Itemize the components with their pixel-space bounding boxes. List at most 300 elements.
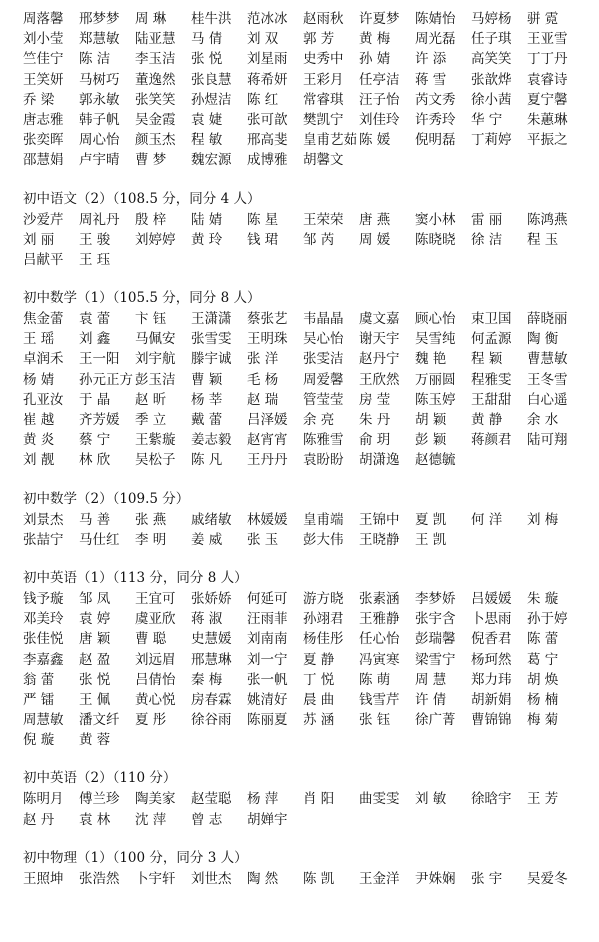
student-name: 史慧媛 [191, 631, 232, 648]
student-name: 王 佩 [79, 691, 111, 708]
student-name: 翁 蕾 [23, 671, 55, 688]
student-name: 钱予璇 [23, 590, 64, 607]
student-name: 黄 蓉 [79, 732, 111, 749]
student-name: 杨珂然 [471, 651, 512, 668]
student-name: 束卫国 [471, 311, 512, 328]
student-name: 郭永敏 [79, 91, 120, 108]
student-name: 倪明磊 [415, 132, 456, 149]
name-grid [23, 210, 583, 271]
student-name: 彭瑞馨 [415, 631, 456, 648]
name-grid [23, 789, 583, 829]
student-name: 曾 志 [191, 811, 223, 828]
section-heading: 初中英语（1）（113 分，同分 8 人） [23, 569, 248, 586]
student-name: 桂牛洪 [191, 11, 232, 27]
student-name: 杨佳彤 [303, 631, 344, 648]
student-name: 曹 聪 [135, 631, 167, 648]
student-name: 陆亚慧 [135, 31, 176, 48]
student-name: 钱 珺 [247, 231, 279, 248]
student-name: 陈雅雪 [303, 432, 344, 449]
student-name: 刘 敏 [415, 791, 447, 808]
student-name: 姜 威 [191, 531, 223, 548]
student-name: 苏 涵 [303, 712, 335, 729]
score-section [23, 488, 583, 550]
student-name: 唐志雅 [23, 111, 64, 128]
section-heading: 初中物理（1）（100 分，同分 3 人） [23, 849, 248, 866]
student-name: 周慧敏 [23, 712, 64, 729]
student-name: 吴心怡 [303, 331, 344, 348]
student-name: 史秀中 [303, 51, 344, 68]
student-name: 晨 曲 [303, 691, 335, 708]
student-name: 尹姝娴 [415, 870, 456, 887]
student-name: 张雪雯 [191, 331, 232, 348]
student-name: 刘佳玲 [359, 111, 400, 128]
student-name: 殷 梓 [135, 211, 167, 228]
score-section [23, 567, 583, 751]
student-name: 马 倩 [191, 31, 223, 48]
student-name: 何延可 [247, 590, 288, 607]
student-name: 曹慧敏 [527, 351, 568, 368]
student-name: 王晓静 [359, 531, 400, 548]
student-name: 毛 杨 [247, 371, 279, 388]
student-name: 卜宇轩 [135, 870, 176, 887]
student-name: 程雅雯 [471, 371, 512, 388]
student-name: 于 晶 [79, 391, 111, 408]
section-heading: 初中数学（1）（105.5 分，同分 8 人） [23, 290, 261, 307]
student-name: 任心怡 [359, 631, 400, 648]
student-name: 刘婷婷 [135, 231, 176, 248]
student-name: 黄 梅 [359, 31, 391, 48]
student-name: 李嘉鑫 [23, 651, 64, 668]
student-name: 李梦娇 [415, 590, 456, 607]
student-name: 卓润禾 [23, 351, 64, 368]
student-name: 刘远眉 [135, 651, 176, 668]
student-name: 孙翊君 [303, 611, 344, 628]
student-name: 倪香君 [471, 631, 512, 648]
student-name: 芮文秀 [415, 91, 456, 108]
student-name: 蒋 淑 [191, 611, 223, 628]
student-name: 袁 婕 [191, 111, 223, 128]
student-name: 王明珠 [247, 331, 288, 348]
student-name: 刘宇航 [135, 351, 176, 368]
student-name: 王荣荣 [303, 211, 344, 228]
student-name: 谢天宇 [359, 331, 400, 348]
student-name: 雷 丽 [471, 211, 503, 228]
student-name: 梅 菊 [527, 712, 559, 729]
student-name: 卜思雨 [471, 611, 512, 628]
student-name: 潘文纤 [79, 712, 120, 729]
student-name: 杨 萍 [247, 791, 279, 808]
student-name: 周 媛 [359, 231, 391, 248]
student-name: 陆 婧 [191, 211, 223, 228]
student-name: 蒋 雪 [415, 71, 447, 88]
student-name: 张歆烨 [471, 71, 512, 88]
student-name: 彭 颖 [415, 432, 447, 449]
name-grid [23, 589, 583, 751]
student-name: 万丽圆 [415, 371, 456, 388]
name-grid [23, 869, 583, 889]
student-name: 张一帆 [247, 671, 288, 688]
student-name: 吴松子 [135, 452, 176, 469]
student-name: 王潇潇 [191, 311, 232, 328]
student-name: 曲雯雯 [359, 791, 400, 808]
student-name: 赵 瑞 [247, 391, 279, 408]
student-name: 张娇娇 [191, 590, 232, 607]
student-name: 张佳悦 [23, 631, 64, 648]
student-name: 马佩安 [135, 331, 176, 348]
student-name: 游方晓 [303, 590, 344, 607]
student-name: 陈 凡 [191, 452, 223, 469]
student-name: 陈明月 [23, 791, 64, 808]
student-name: 顾心怡 [415, 311, 456, 328]
student-name: 程 玉 [527, 231, 559, 248]
student-name: 张 玉 [247, 531, 279, 548]
student-name: 赵莹聪 [191, 791, 232, 808]
student-name: 赵雨秋 [303, 11, 344, 27]
student-name: 刘一宁 [247, 651, 288, 668]
student-name: 周 慧 [415, 671, 447, 688]
student-name: 许秀玲 [415, 111, 456, 128]
student-name: 马婷杨 [471, 11, 512, 27]
student-name: 皇甫端 [303, 511, 344, 528]
student-name: 樊凯宁 [303, 111, 344, 128]
score-section [23, 9, 583, 171]
student-name: 余 亮 [303, 412, 335, 428]
student-name: 肖 阳 [303, 791, 335, 808]
student-name: 戚绪敏 [191, 511, 232, 528]
student-name: 袁盼盼 [303, 452, 344, 469]
student-name: 王亚雪 [527, 31, 568, 48]
name-grid [23, 510, 583, 550]
student-name: 张喆宁 [23, 531, 64, 548]
student-name: 何孟源 [471, 331, 512, 348]
student-name: 周爱馨 [303, 371, 344, 388]
student-name: 崔 越 [23, 412, 55, 428]
student-name: 沈 萍 [135, 811, 167, 828]
student-name: 窦小林 [415, 211, 456, 228]
student-name: 曹锦锦 [471, 712, 512, 729]
student-name: 杨 婧 [23, 371, 55, 388]
student-name: 陈鸿燕 [527, 211, 568, 228]
student-name: 杨 莘 [191, 391, 223, 408]
student-name: 林 欣 [79, 452, 111, 469]
student-name: 刘世杰 [191, 870, 232, 887]
student-name: 梁雪宁 [415, 651, 456, 668]
student-name: 薛晓丽 [527, 311, 568, 328]
student-name: 汪雨菲 [247, 611, 288, 628]
student-name: 邹 芮 [303, 231, 335, 248]
student-name: 卞 钰 [135, 311, 167, 328]
student-name: 夏宁馨 [527, 91, 568, 108]
student-name: 孙煜洁 [191, 91, 232, 108]
student-name: 房 莹 [359, 391, 391, 408]
student-name: 戴 蕾 [191, 412, 223, 428]
student-name: 徐晗宇 [471, 791, 512, 808]
student-name: 何 洋 [471, 511, 503, 528]
student-name: 王一阳 [79, 351, 120, 368]
student-name: 吕倩怡 [135, 671, 176, 688]
student-name: 余 水 [527, 412, 559, 428]
student-name: 张 悦 [191, 51, 223, 68]
student-name: 刘星雨 [247, 51, 288, 68]
student-name: 刘南南 [247, 631, 288, 648]
student-name: 魏 艳 [415, 351, 447, 368]
student-name: 陆可翔 [527, 432, 568, 449]
student-name: 张 洋 [247, 351, 279, 368]
student-name: 孙元正方 [79, 371, 133, 388]
student-name: 许 添 [415, 51, 447, 68]
student-name: 张笑笑 [135, 91, 176, 108]
student-name: 季 立 [135, 412, 167, 428]
student-name: 董逸然 [135, 71, 176, 88]
student-name: 张 燕 [135, 511, 167, 528]
student-name: 吕献平 [23, 251, 64, 268]
student-name: 王彩月 [303, 71, 344, 88]
student-name: 彭大伟 [303, 531, 344, 548]
student-name: 袁 婷 [79, 611, 111, 628]
student-name: 张浩然 [79, 870, 120, 887]
student-name: 成博雅 [247, 152, 288, 169]
student-name: 夏 彤 [135, 712, 167, 729]
student-name: 王宜可 [135, 590, 176, 607]
student-name: 王 芳 [527, 791, 559, 808]
student-name: 陈玉婷 [415, 391, 456, 408]
student-name: 韦晶晶 [303, 311, 344, 328]
student-name: 蔡 宁 [79, 432, 111, 449]
student-name: 姜志毅 [191, 432, 232, 449]
student-name: 王 骏 [79, 231, 111, 248]
student-name: 王甜甜 [471, 391, 512, 408]
student-name: 邢慧琳 [191, 651, 232, 668]
student-name: 吕泽媛 [247, 412, 288, 428]
student-name: 黄 炎 [23, 432, 55, 449]
student-name: 张良慧 [191, 71, 232, 88]
student-name: 蔡张艺 [247, 311, 288, 328]
student-name: 虞文嘉 [359, 311, 400, 328]
student-name: 丁丁丹 [527, 51, 568, 68]
student-name: 程 颖 [471, 351, 503, 368]
student-name: 马 善 [79, 511, 111, 528]
student-name: 胡馨文 [303, 152, 344, 169]
student-name: 卢宇晴 [79, 152, 120, 169]
student-name: 严 镭 [23, 691, 55, 708]
student-name: 王锦中 [359, 511, 400, 528]
student-name: 王欣然 [359, 371, 400, 388]
student-name: 王 瑶 [23, 331, 55, 348]
student-name: 胡潇逸 [359, 452, 400, 469]
student-name: 刘 鑫 [79, 331, 111, 348]
score-section [23, 767, 583, 829]
student-name: 王笑妍 [23, 71, 64, 88]
student-name: 黄 静 [471, 412, 503, 428]
student-name: 胡婵宇 [247, 811, 288, 828]
student-name: 常睿琪 [303, 91, 344, 108]
student-name: 徐谷雨 [191, 712, 232, 729]
student-name: 白心遥 [527, 391, 568, 408]
student-name: 唐 燕 [359, 211, 391, 228]
student-name: 许夏梦 [359, 11, 400, 27]
student-name: 张 钰 [359, 712, 391, 729]
student-name: 唐 颖 [79, 631, 111, 648]
student-name: 陈 蕾 [527, 631, 559, 648]
student-name: 周 琳 [135, 11, 167, 27]
student-name: 滕宇诚 [191, 351, 232, 368]
student-name: 袁 蕾 [79, 311, 111, 328]
student-name: 徐广菁 [415, 712, 456, 729]
student-name: 夏 凯 [415, 511, 447, 528]
student-name: 陈 红 [247, 91, 279, 108]
student-name: 郑慧敏 [79, 31, 120, 48]
score-section [23, 847, 583, 889]
student-name: 张 悦 [79, 671, 111, 688]
student-name: 周心怡 [79, 132, 120, 149]
student-name: 吴爱冬 [527, 870, 568, 887]
student-name: 刘 丽 [23, 231, 55, 248]
student-name: 韩子帆 [79, 111, 120, 128]
student-name: 刘小莹 [23, 31, 64, 48]
student-name: 吕媛媛 [471, 590, 512, 607]
student-name: 杨 楠 [527, 691, 559, 708]
student-name: 孙于婷 [527, 611, 568, 628]
student-name: 蒋希妍 [247, 71, 288, 88]
student-name: 李玉洁 [135, 51, 176, 68]
student-name: 黄 玲 [191, 231, 223, 248]
student-name: 胡新娟 [471, 691, 512, 708]
name-grid [23, 309, 583, 471]
name-grid [23, 9, 583, 171]
student-name: 陈丽夏 [247, 712, 288, 729]
student-name: 周光磊 [415, 31, 456, 48]
student-name: 丁莉婷 [471, 132, 512, 149]
student-name: 吴雪纯 [415, 331, 456, 348]
student-name: 齐芳媛 [79, 412, 120, 428]
student-name: 丁 悦 [303, 671, 335, 688]
student-name: 程 敏 [191, 132, 223, 149]
student-name: 陈婧怡 [415, 11, 456, 27]
student-name: 范冰冰 [247, 11, 288, 27]
student-name: 陈 媛 [359, 132, 391, 149]
student-name: 彭玉洁 [135, 371, 176, 388]
student-name: 朱 璇 [527, 590, 559, 607]
student-name: 房春霖 [191, 691, 232, 708]
student-name: 刘 梅 [527, 511, 559, 528]
score-section [23, 188, 583, 271]
student-name: 陈 洁 [79, 51, 111, 68]
student-name: 夏 静 [303, 651, 335, 668]
section-heading: 初中语文（2）（108.5 分，同分 4 人） [23, 190, 261, 207]
student-name: 魏宏源 [191, 152, 232, 169]
student-name: 张奕晖 [23, 132, 64, 149]
student-name: 王冬雪 [527, 371, 568, 388]
student-name: 黄心悦 [135, 691, 176, 708]
student-name: 管莹莹 [303, 391, 344, 408]
student-name: 马仕红 [79, 531, 120, 548]
student-name: 朱蕙琳 [527, 111, 568, 128]
student-name: 平振之 [527, 132, 568, 149]
student-name: 张素涵 [359, 590, 400, 607]
student-name: 周落馨 [23, 11, 64, 27]
student-name: 陶美家 [135, 791, 176, 808]
student-name: 王金洋 [359, 870, 400, 887]
student-name: 刘 双 [247, 31, 279, 48]
student-name: 蒋颜君 [471, 432, 512, 449]
student-name: 任亭洁 [359, 71, 400, 88]
student-name: 赵丹宁 [359, 351, 400, 368]
student-name: 胡 焕 [527, 671, 559, 688]
student-name: 俞 玥 [359, 432, 391, 449]
student-name: 刘 靓 [23, 452, 55, 469]
student-name: 冯寅寒 [359, 651, 400, 668]
student-name: 华 宁 [471, 111, 503, 128]
student-name: 张宇含 [415, 611, 456, 628]
student-name: 刘景杰 [23, 511, 64, 528]
student-name: 邹 凤 [79, 590, 111, 607]
student-name: 焦金蕾 [23, 311, 64, 328]
student-name: 吴金霞 [135, 111, 176, 128]
student-name: 汪子怡 [359, 91, 400, 108]
student-name: 陈 萌 [359, 671, 391, 688]
student-name: 沙爱芹 [23, 211, 64, 228]
student-name: 张可歆 [247, 111, 288, 128]
student-name: 徐 洁 [471, 231, 503, 248]
student-name: 倪 璇 [23, 732, 55, 749]
student-name: 陈 星 [247, 211, 279, 228]
student-name: 邵慧娟 [23, 152, 64, 169]
student-name: 孙 婧 [359, 51, 391, 68]
student-name: 曹 颖 [191, 371, 223, 388]
student-name: 李 明 [135, 531, 167, 548]
student-name: 赵宵宵 [247, 432, 288, 449]
student-name: 朱 丹 [359, 412, 391, 428]
student-name: 葛 宁 [527, 651, 559, 668]
student-name: 陶 衡 [527, 331, 559, 348]
student-name: 周礼丹 [79, 211, 120, 228]
document-page [23, 9, 583, 889]
student-name: 邢梦梦 [79, 11, 120, 27]
student-name: 骈 霓 [527, 11, 559, 27]
student-name: 赵 丹 [23, 811, 55, 828]
student-name: 袁睿诗 [527, 71, 568, 88]
student-name: 王紫璇 [135, 432, 176, 449]
student-name: 赵 盈 [79, 651, 111, 668]
student-name: 乔 梁 [23, 91, 55, 108]
student-name: 徐小茜 [471, 91, 512, 108]
student-name: 秦 梅 [191, 671, 223, 688]
student-name: 赵德毓 [415, 452, 456, 469]
student-name: 林媛媛 [247, 511, 288, 528]
student-name: 陈 凯 [303, 870, 335, 887]
student-name: 张雯洁 [303, 351, 344, 368]
student-name: 郭 芳 [303, 31, 335, 48]
student-name: 陶 然 [247, 870, 279, 887]
student-name: 陈晓晓 [415, 231, 456, 248]
student-name: 颜玉杰 [135, 132, 176, 149]
section-heading: 初中数学（2）（109.5 分） [23, 490, 190, 507]
student-name: 竺佳宁 [23, 51, 64, 68]
student-name: 王照坤 [23, 870, 64, 887]
student-name: 王雅静 [359, 611, 400, 628]
student-name: 虞亚欣 [135, 611, 176, 628]
student-name: 张 宇 [471, 870, 503, 887]
student-name: 王 凯 [415, 531, 447, 548]
student-name: 皇甫艺茹 [303, 132, 357, 149]
student-name: 邓美玲 [23, 611, 64, 628]
student-name: 钱雪芹 [359, 691, 400, 708]
student-name: 任子琪 [471, 31, 512, 48]
student-name: 姚清好 [247, 691, 288, 708]
student-name: 高笑笑 [471, 51, 512, 68]
student-name: 孔亚汝 [23, 391, 64, 408]
student-name: 曹 梦 [135, 152, 167, 169]
